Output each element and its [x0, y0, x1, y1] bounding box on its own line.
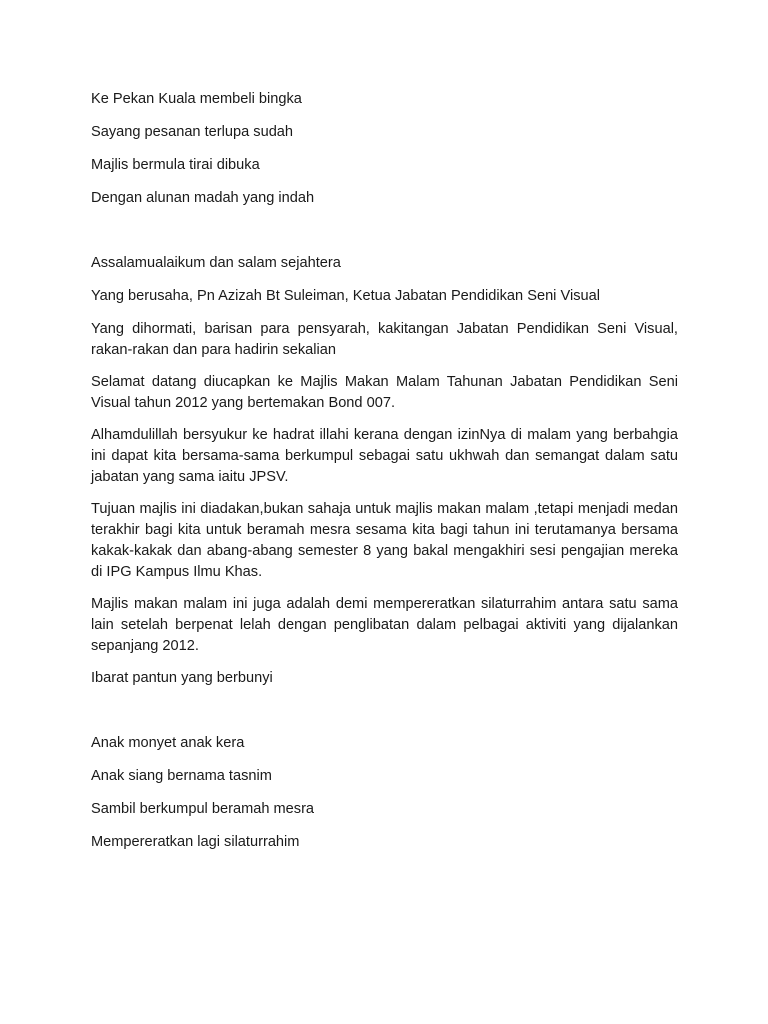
closing-pantun-line-1: Anak monyet anak kera	[91, 735, 245, 751]
speech-text	[91, 89, 678, 865]
greeting: Assalamualaikum dan salam sejahtera	[91, 255, 341, 271]
closing-pantun-line-2: Anak siang bernama tasnim	[91, 768, 272, 784]
closing-pantun-line-3: Sambil berkumpul beramah mesra	[91, 801, 315, 817]
pantun-line-1: Ke Pekan Kuala membeli bingka	[91, 91, 302, 107]
purpose-paragraph: Tujuan majlis ini diadakan,bukan sahaja untuk majlis makan malam ,tetapi menjadi medan terakhir bagi kita untuk beramah mesra sesama kita bagi tahun ini terutamanya bersama kakak-kakak dan abang-abang semester 8 yang bakal mengakhiri sesi pengajian mereka di IPG Kampus Ilmu Khas.	[91, 501, 678, 580]
honored-chair: Yang berusaha, Pn Azizah Bt Suleiman, Ketua Jabatan Pendidikan Seni Visual	[91, 288, 600, 304]
opening-pantun	[91, 89, 678, 209]
pantun-intro: Ibarat pantun yang berbunyi	[91, 670, 273, 686]
closing-pantun-line-4: Mempereratkan lagi silaturrahim	[91, 834, 300, 850]
honored-guests: Yang dihormati, barisan para pensyarah, kakitangan Jabatan Pendidikan Seni Visual, rakan-rakan dan para hadirin sekalian	[91, 321, 678, 358]
silaturrahim-paragraph: Majlis makan malam ini juga adalah demi mempereratkan silaturrahim antara satu sama lain setelah berpenat lelah dengan penglibatan dalam pelbagai aktiviti yang dijalankan sepanjang 2012.	[91, 596, 678, 654]
pantun-line-3: Majlis bermula tirai dibuka	[91, 157, 260, 173]
closing-pantun	[91, 733, 678, 853]
pantun-line-2: Sayang pesanan terlupa sudah	[91, 124, 294, 140]
welcome-paragraph: Selamat datang diucapkan ke Majlis Makan Malam Tahunan Jabatan Pendidikan Seni Visual tahun 2012 yang bertemakan Bond 007.	[91, 374, 678, 411]
gratitude-paragraph: Alhamdulillah bersyukur ke hadrat illahi kerana dengan izinNya di malam yang berbahgia ini dapat kita bersama-sama berkumpul sebagai satu ukhwah dan semangat dalam satu jabatan yang sama iaitu JPSV.	[91, 427, 678, 485]
pantun-line-4: Dengan alunan madah yang indah	[91, 190, 315, 206]
